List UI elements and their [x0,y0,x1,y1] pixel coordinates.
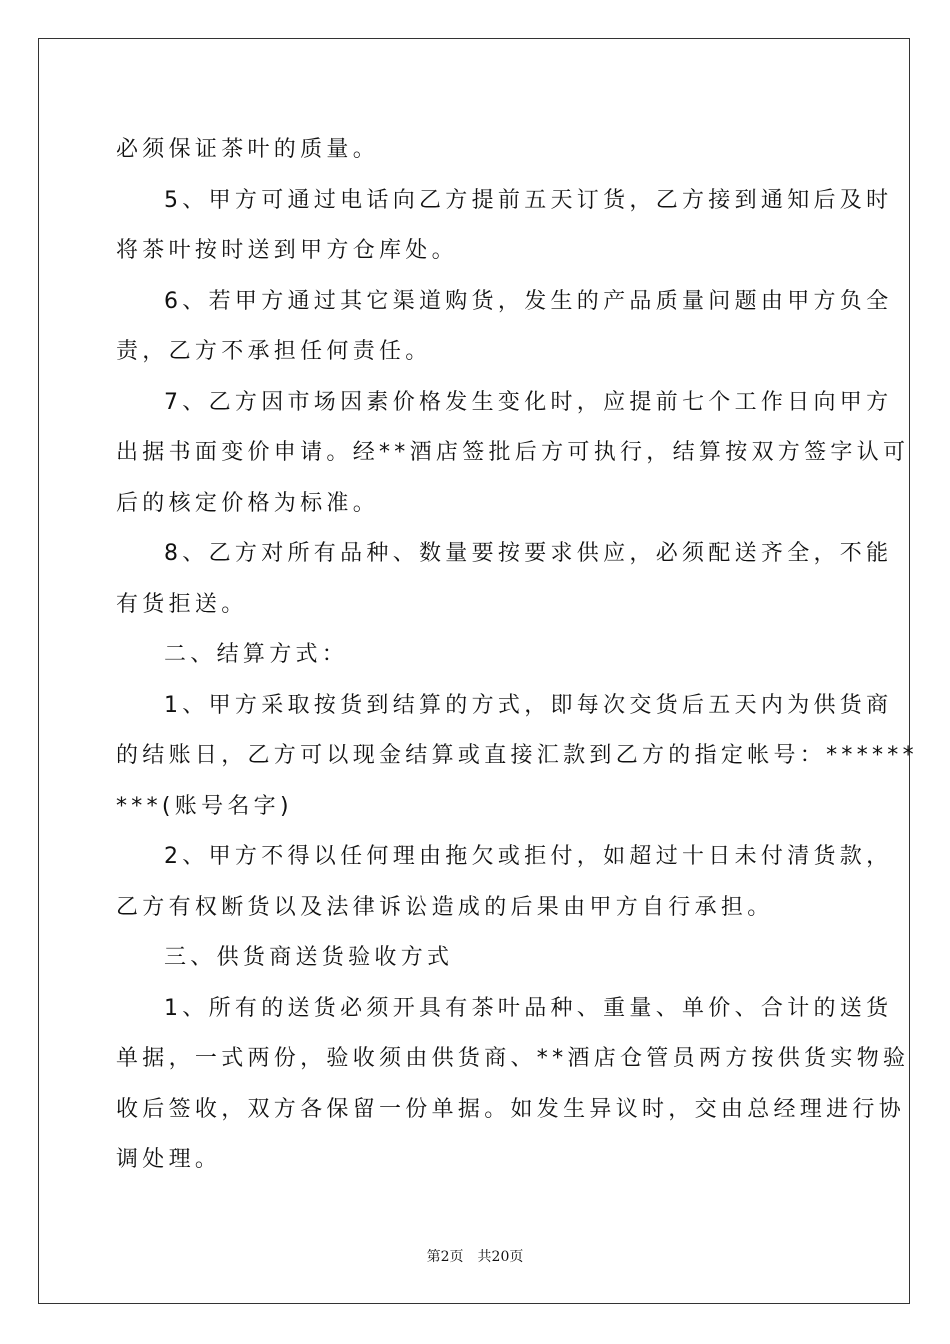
document-body [116,125,918,1186]
section-heading-settlement: 二、结算方式： [164,642,349,667]
text-line-15: 2、甲方不得以任何理由拖欠或拒付，如超过十日未付清货款， [164,844,893,869]
text-line-21: 调处理。 [116,1147,222,1172]
text-line-14: ***(账号名字) [116,793,293,819]
text-line-10: 有货拒送。 [116,591,248,617]
text-line-6: 7、乙方因市场因素价格发生变化时，应提前七个工作日向甲方 [164,389,893,415]
page-footer [0,1246,950,1266]
text-line-4: 6、若甲方通过其它渠道购货，发生的产品质量问题由甲方负全 [164,288,893,314]
text-line-19: 单据，一式两份，验收须由供货商、**酒店仓管员两方按供货实物验 [116,1046,910,1071]
text-line-3: 将茶叶按时送到甲方仓库处。 [116,238,458,263]
page-total: 共20页 [477,1249,524,1265]
text-line-13: 的结账日，乙方可以现金结算或直接汇款到乙方的指定帐号：****** [116,743,918,768]
text-line-12: 1、甲方采取按货到结算的方式，即每次交货后五天内为供货商 [164,692,893,718]
section-heading-delivery: 三、供货商送货验收方式 [164,945,454,970]
text-line-16: 乙方有权断货以及法律诉讼造成的后果由甲方自行承担。 [116,894,774,920]
text-line-7: 出据书面变价申请。经**酒店签批后方可执行，结算按双方签字认可 [116,440,910,465]
text-line-18: 1、所有的送货必须开具有茶叶品种、重量、单价、合计的送货 [164,995,893,1021]
text-line-8: 后的核定价格为标准。 [116,490,380,516]
text-line-20: 收后签收，双方各保留一份单据。如发生异议时，交由总经理进行协 [116,1096,906,1122]
text-line-1: 必须保证茶叶的质量。 [116,137,380,162]
text-line-5: 责，乙方不承担任何责任。 [116,339,432,364]
text-line-2: 5、甲方可通过电话向乙方提前五天订货，乙方接到通知后及时 [164,187,893,213]
page-number: 第2页 [426,1249,464,1265]
text-line-9: 8、乙方对所有品种、数量要按要求供应，必须配送齐全，不能 [164,541,893,566]
